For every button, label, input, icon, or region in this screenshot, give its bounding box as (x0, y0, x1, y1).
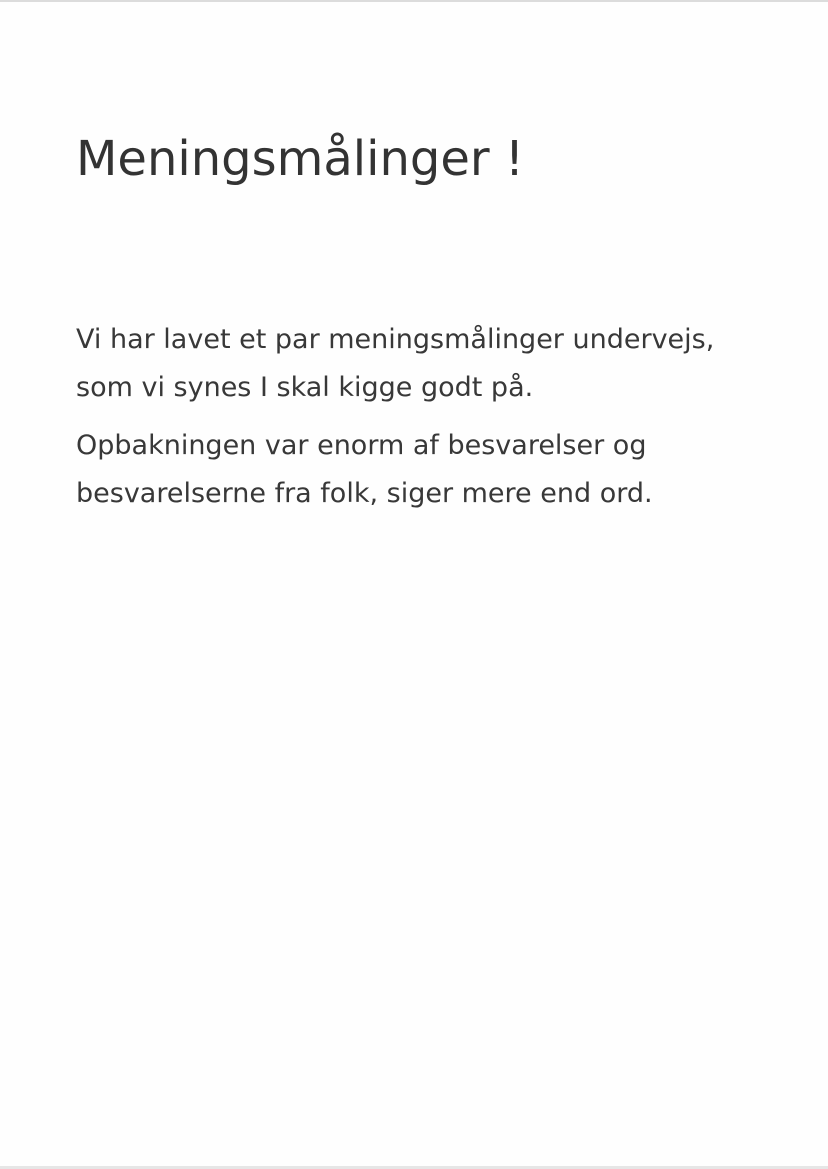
paragraph-support: Opbakningen var enorm af besvarelser og besvarelserne fra folk, siger mere end ord. (76, 430, 653, 509)
page-title: Meningsmålinger ! (76, 131, 525, 187)
scan-edge-top (0, 0, 828, 2)
paragraph-intro: Vi har lavet et par meningsmålinger undervejs, som vi synes I skal kigge godt på. (76, 324, 715, 403)
